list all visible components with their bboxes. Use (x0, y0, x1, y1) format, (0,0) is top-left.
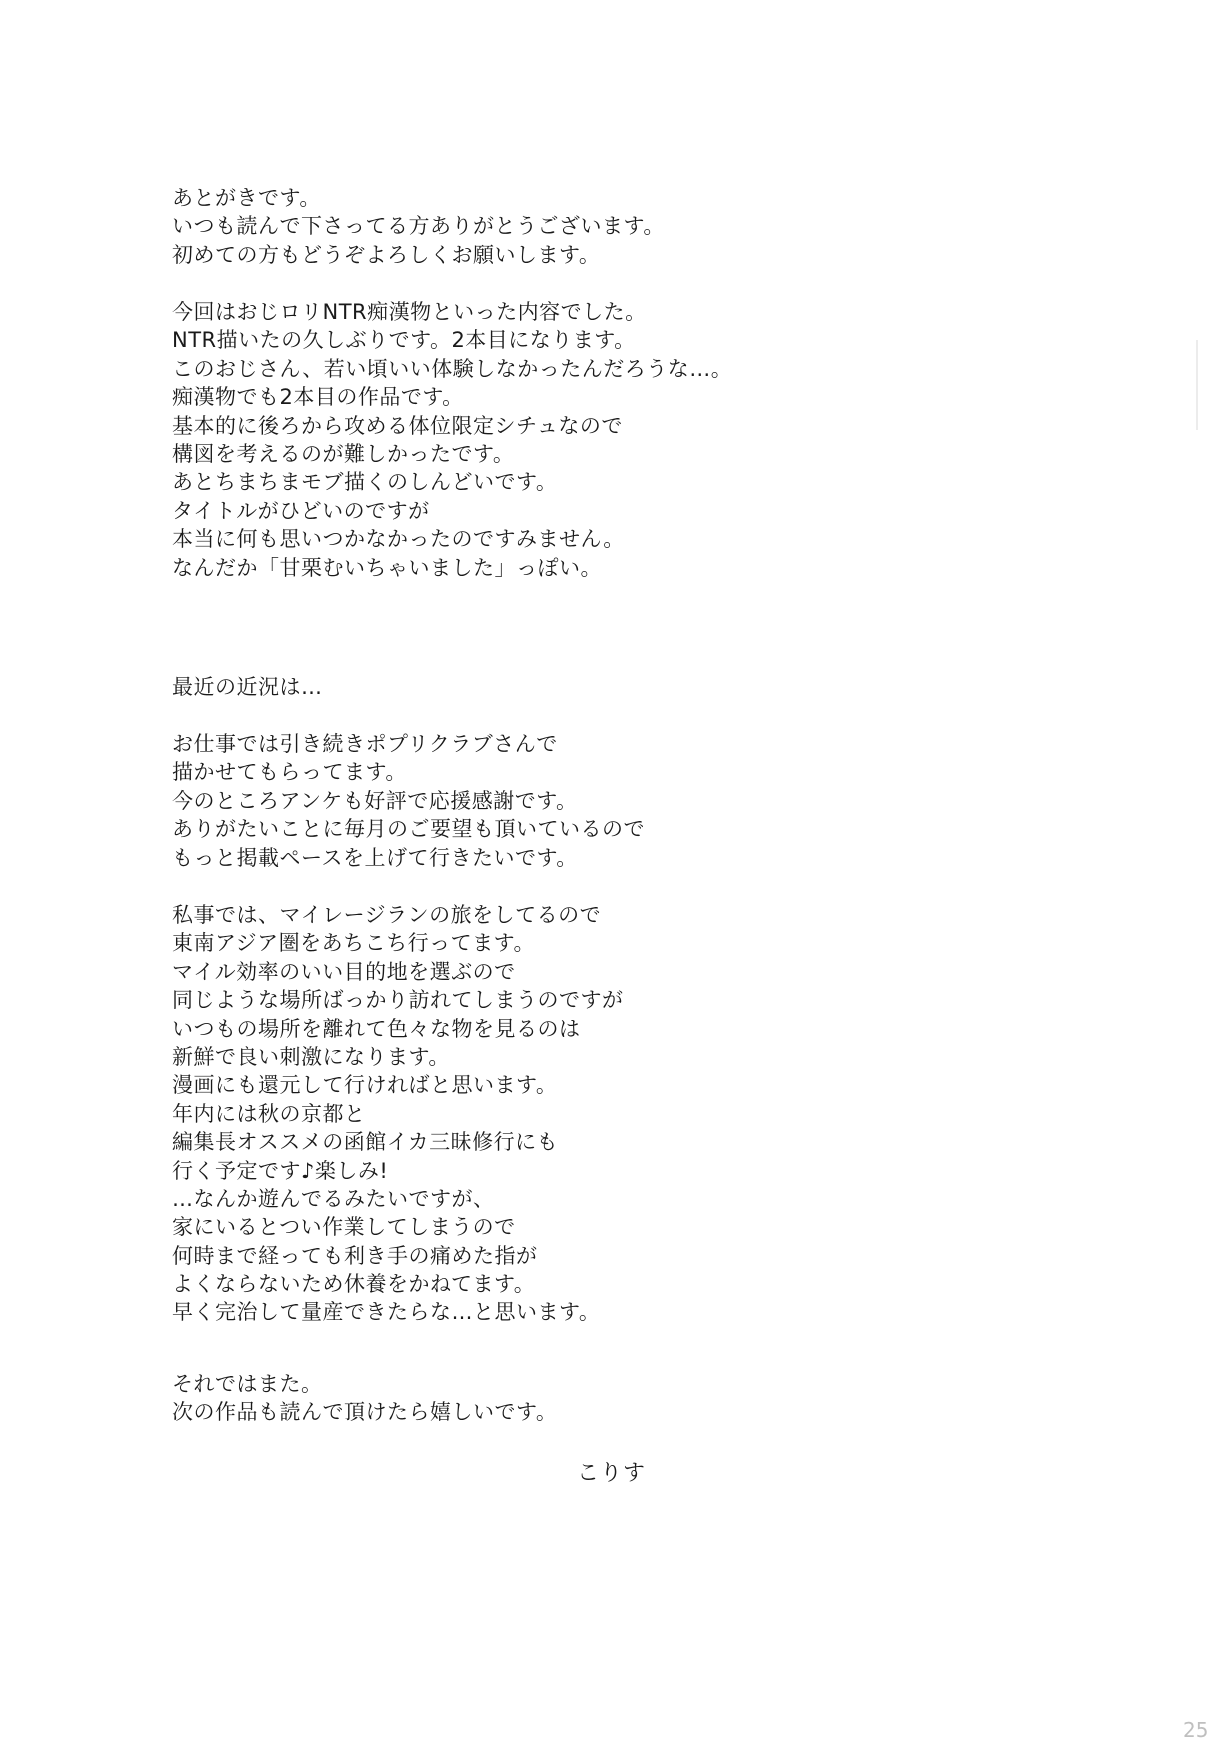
text-line: よくならないため休養をかねてます。 (172, 1272, 536, 1297)
text-line: 次の作品も読んで頂けたら嬉しいです。 (172, 1400, 558, 1425)
text-line: 今回はおじロリNTR痴漢物といった内容でした。 (172, 300, 647, 324)
text-line: 漫画にも還元して行ければと思います。 (172, 1073, 558, 1098)
paragraph-recent-news-heading (172, 673, 323, 701)
text-line: 初めての方もどうぞよろしくお願いします。 (172, 242, 601, 267)
text-line: 今のところアンケも好評で応援感謝です。 (172, 788, 578, 813)
text-line: 基本的に後ろから攻める体位限定シチュなので (172, 413, 623, 438)
text-line: 痴漢物でも2本目の作品です。 (172, 385, 464, 410)
text-line: 本当に何も思いつかなかったのですみません。 (172, 527, 625, 552)
page-number: 25 (1183, 1718, 1208, 1742)
text-line: ありがたいことに毎月のご要望も頂いているので (172, 817, 645, 842)
text-line: …なんか遊んでるみたいですが、 (172, 1186, 495, 1211)
text-line: もっと掲載ペースを上げて行きたいです。 (172, 845, 578, 870)
text-line: NTR描いたの久しぶりです。2本目になります。 (172, 328, 636, 353)
paragraph-greeting (172, 184, 665, 269)
text-line: お仕事では引き続きポプリクラブさんで (172, 732, 558, 756)
text-line: それではまた。 (172, 1372, 323, 1396)
text-line: いつもの場所を離れて色々な物を見るのは (172, 1016, 581, 1041)
author-signature: こりす (577, 1461, 647, 1486)
text-line: 編集長オススメの函館イカ三昧修行にも (172, 1130, 559, 1155)
paragraph-work-update (172, 730, 645, 872)
paragraph-work-notes (172, 298, 732, 582)
text-line: あとちまちまモブ描くのしんどいです。 (172, 470, 558, 495)
text-line: あとがきです。 (172, 186, 321, 210)
text-line: タイトルがひどいのですが (172, 498, 430, 523)
text-line: 同じような場所ばっかり訪れてしまうのですが (172, 988, 624, 1013)
text-line: 行く予定です♪楽しみ! (172, 1158, 389, 1183)
paragraph-closing (172, 1370, 557, 1427)
text-line: 東南アジア圏をあちこち行ってます。 (172, 931, 535, 956)
text-line: 最近の近況は… (172, 675, 323, 699)
text-line: 新鮮で良い刺激になります。 (172, 1044, 450, 1069)
text-line: いつも読んで下さってる方ありがとうございます。 (172, 214, 665, 239)
text-line: マイル効率のいい目的地を選ぶので (172, 959, 516, 984)
text-line: 早く完治して量産できたらな…と思います。 (172, 1300, 601, 1325)
text-line: 構図を考えるのが難しかったです。 (172, 441, 515, 466)
text-line: 私事では、マイレージランの旅をしてるので (172, 903, 602, 927)
scan-edge-mark (1196, 340, 1198, 430)
paragraph-personal-update (172, 901, 624, 1327)
text-line: なんだか「甘栗むいちゃいました」っぽい。 (172, 555, 602, 580)
text-line: 何時まで経っても利き手の痛めた指が (172, 1243, 538, 1268)
text-line: 家にいるとつい作業してしまうので (172, 1215, 516, 1240)
text-line: 描かせてもらってます。 (172, 760, 407, 785)
text-line: 年内には秋の京都と (172, 1101, 366, 1126)
text-line: このおじさん、若い頃いい体験しなかったんだろうな…。 (172, 356, 733, 381)
